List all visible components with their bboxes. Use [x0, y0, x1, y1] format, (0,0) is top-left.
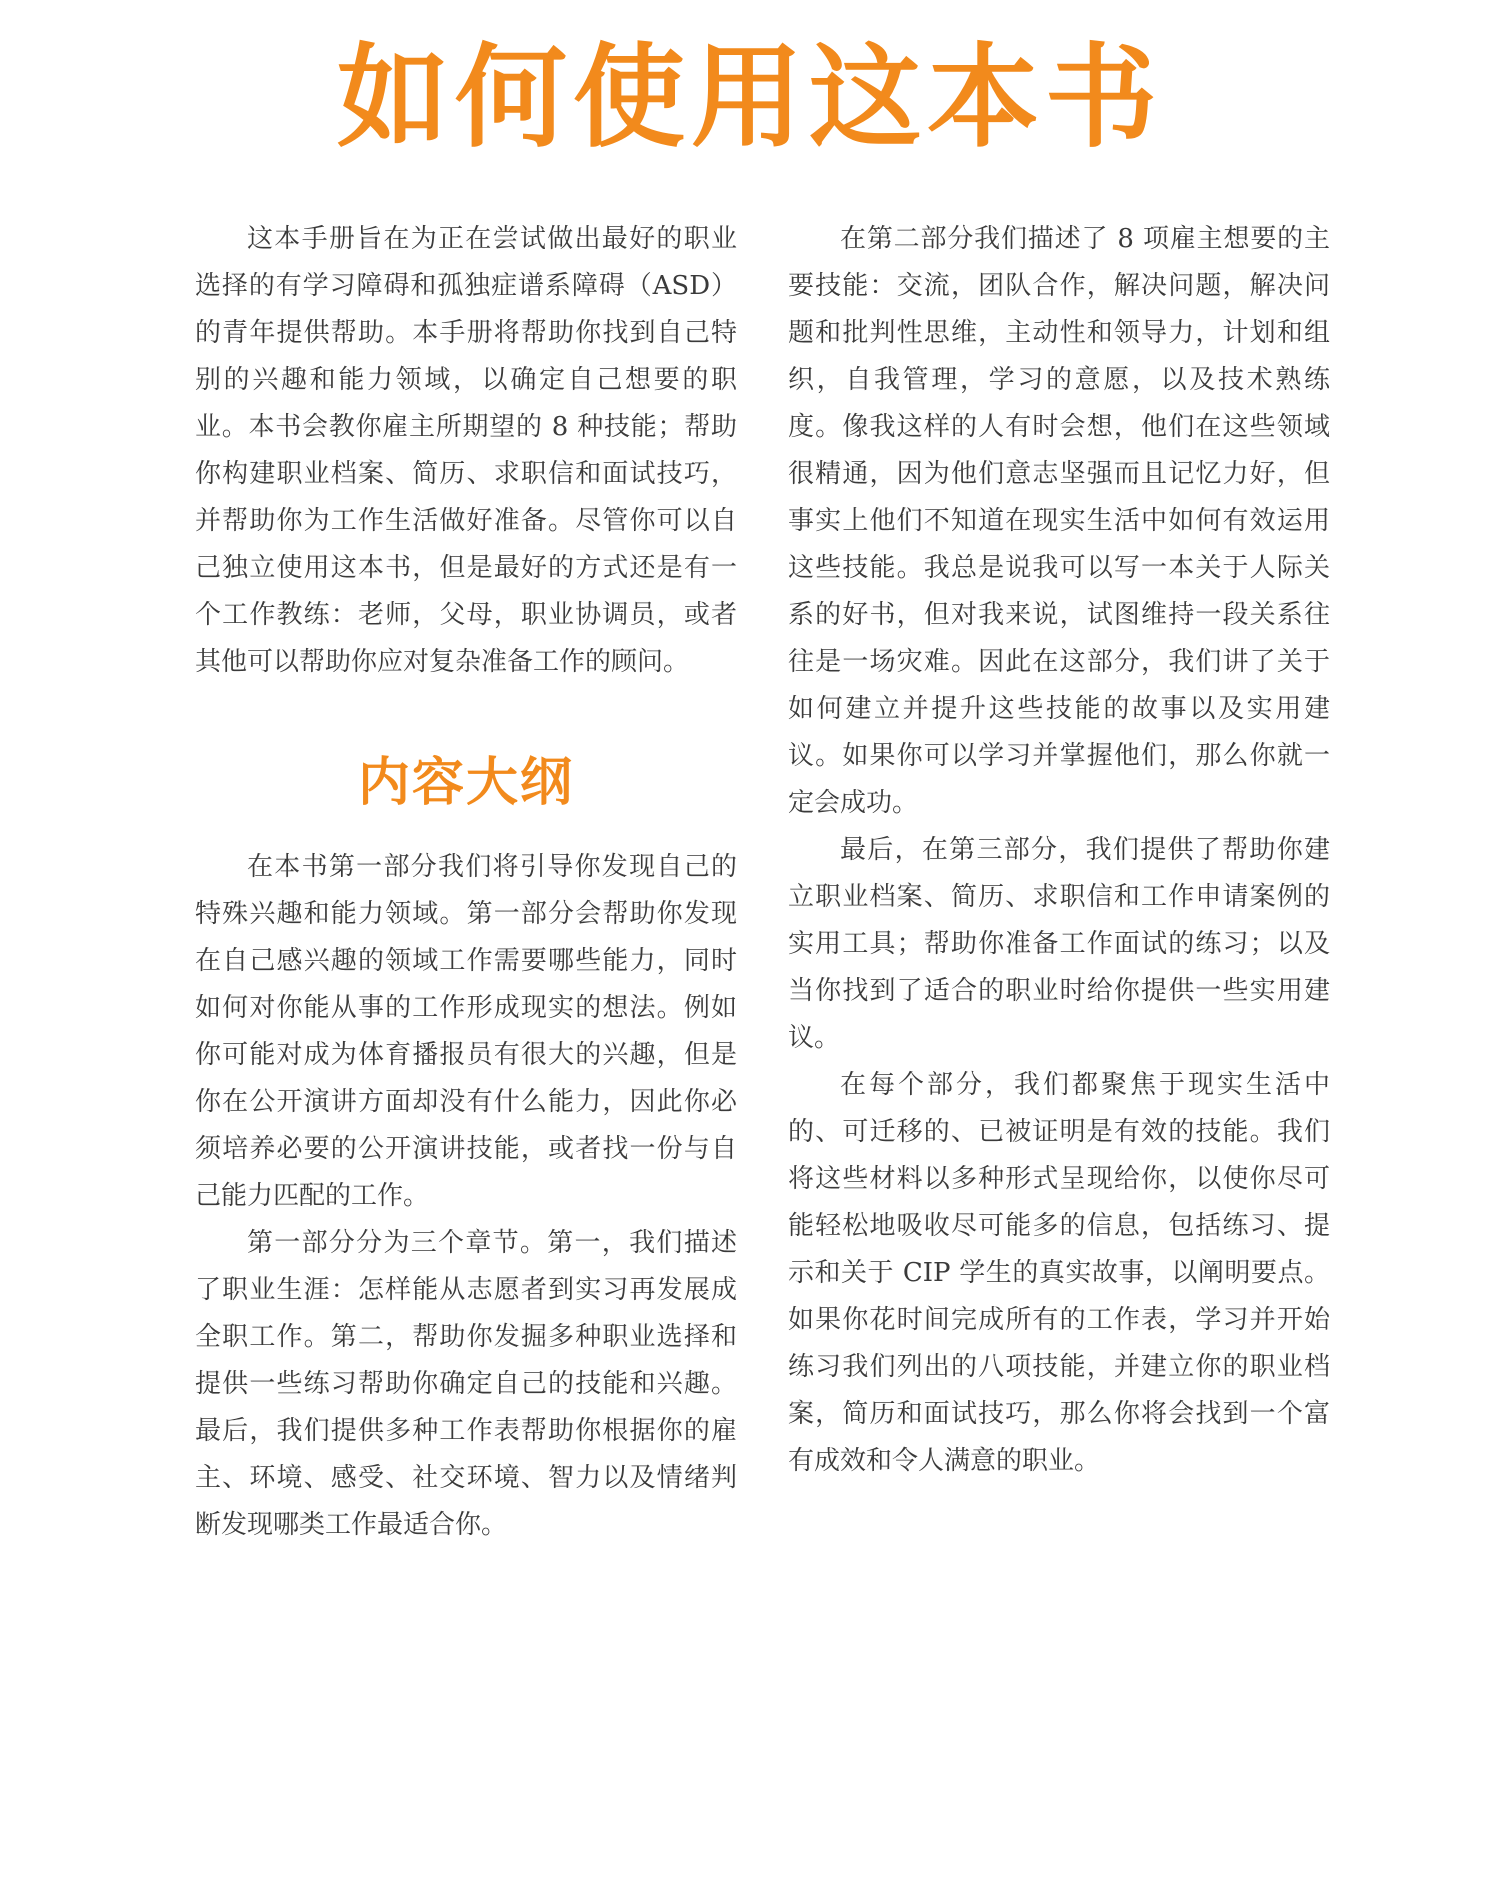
page-title: 如何使用这本书 [337, 32, 1163, 163]
paragraph: 最后，在第三部分，我们提供了帮助你建立职业档案、简历、求职信和工作申请案例的实用工具；帮助你准备工作面试的练习；以及当你找到了适合的职业时给你提供一些实用建议。 [788, 835, 1330, 1053]
paragraph: 第一部分分为三个章节。第一，我们描述了职业生涯：怎样能从志愿者到实习再发展成全职工作。第二，帮助你发掘多种职业选择和提供一些练习帮助你确定自己的技能和兴趣。最后，我们提供多种工作表帮助你根据你的雇主、环境、感受、社交环境、智力以及情绪判断发现哪类工作最适合你。 [195, 1228, 737, 1540]
right-column [788, 216, 1330, 1485]
intro-paragraph: 这本手册旨在为正在尝试做出最好的职业选择的有学习障碍和孤独症谱系障碍（ASD）的青年提供帮助。本手册将帮助你找到自己特别的兴趣和能力领域，以确定自己想要的职业。本书会教你雇主所期望的 8 种技能；帮助你构建职业档案、简历、求职信和面试技巧，并帮助你为工作生活做好准备。尽管你可以自己独立使用这本书，但是最好的方式还是有一个工作教练：老师，父母，职业协调员，或者其他可以帮助你应对复杂准备工作的顾问。 [195, 224, 737, 677]
paragraph: 在每个部分，我们都聚焦于现实生活中的、可迁移的、已被证明是有效的技能。我们将这些材料以多种形式呈现给你，以使你尽可能轻松地吸收尽可能多的信息，包括练习、提示和关于 CIP 学生的真实故事，以阐明要点。如果你花时间完成所有的工作表，学习并开始练习我们列出的八项技能，并建立你的职业档案，简历和面试技巧，那么你将会找到一个富有成效和令人满意的职业。 [788, 1070, 1330, 1476]
left-column [195, 216, 737, 1549]
paragraph: 在本书第一部分我们将引导你发现自己的特殊兴趣和能力领域。第一部分会帮助你发现在自己感兴趣的领域工作需要哪些能力，同时如何对你能从事的工作形成现实的想法。例如你可能对成为体育播报员有很大的兴趣，但是你在公开演讲方面却没有什么能力，因此你必须培养必要的公开演讲技能，或者找一份与自己能力匹配的工作。 [195, 852, 737, 1211]
paragraph: 在第二部分我们描述了 8 项雇主想要的主要技能：交流，团队合作，解决问题，解决问题和批判性思维，主动性和领导力，计划和组织，自我管理，学习的意愿，以及技术熟练度。像我这样的人有时会想，他们在这些领域很精通，因为他们意志坚强而且记忆力好，但事实上他们不知道在现实生活中如何有效运用这些技能。我总是说我可以写一本关于人际关系的好书，但对我来说，试图维持一段关系往往是一场灾难。因此在这部分，我们讲了关于如何建立并提升这些技能的故事以及实用建议。如果你可以学习并掌握他们，那么你就一定会成功。 [788, 224, 1330, 818]
section-heading-outline: 内容大纲 [357, 753, 574, 813]
